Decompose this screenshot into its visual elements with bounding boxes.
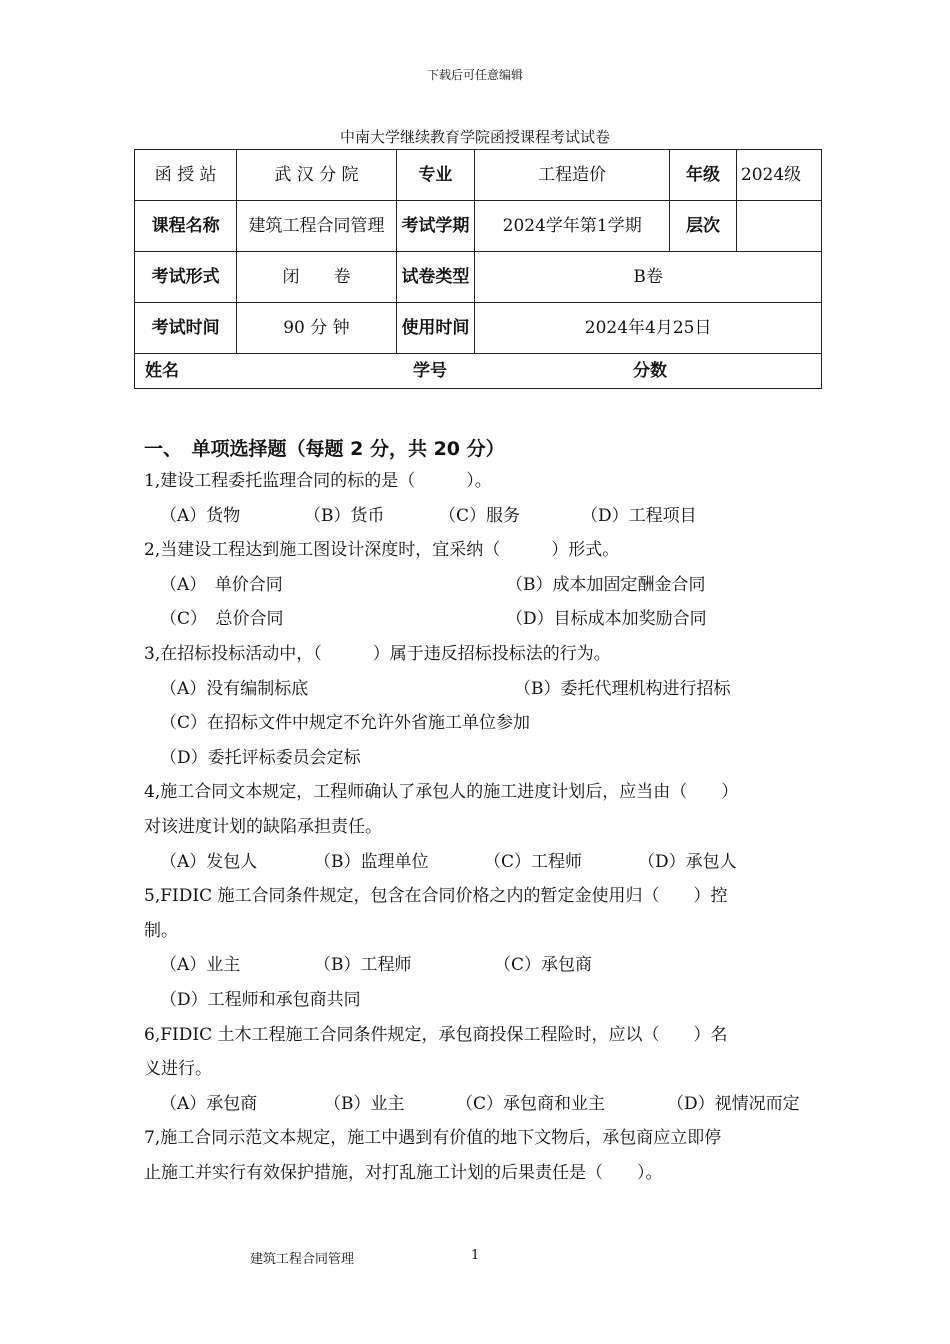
student-info-row — [135, 354, 822, 389]
question-1-options — [144, 499, 814, 534]
question-2-options-row1 — [144, 568, 814, 603]
question-6-options — [144, 1087, 814, 1122]
question-4-options — [144, 845, 814, 880]
question-5-stem-line2: 制。 — [144, 920, 178, 941]
grade-value: 2024级 — [736, 150, 821, 201]
q2-option-c: （C） 总价合同 — [160, 609, 284, 630]
q3-option-b: （B）委托代理机构进行招标 — [514, 678, 731, 699]
q3-option-c: （C）在招标文件中规定不允许外省施工单位参加 — [160, 713, 531, 734]
exam-content — [144, 434, 814, 1190]
q5-option-a: （A）业主 — [160, 955, 241, 976]
q3-option-a: （A）没有编制标底 — [160, 678, 309, 699]
q5-option-b: （B）工程师 — [314, 955, 412, 976]
q3-option-d: （D）委托评标委员会定标 — [160, 747, 361, 768]
q6-option-a: （A）承包商 — [160, 1093, 258, 1114]
exam-title: 中南大学继续教育学院函授课程考试试卷 — [339, 128, 610, 146]
question-1-stem: 1,建设工程委托监理合同的标的是（ ）。 — [144, 471, 492, 491]
q6-option-b: （B）业主 — [324, 1093, 405, 1114]
form-label: 考试形式 — [135, 252, 237, 303]
q2-option-b: （B）成本加固定酬金合同 — [506, 574, 706, 595]
section-title: 一、 单项选择题（每题 2 分，共 20 分） — [144, 438, 505, 460]
question-3-options-row2 — [144, 706, 814, 741]
q1-option-b: （B）货币 — [304, 505, 385, 526]
q4-option-b: （B）监理单位 — [314, 851, 429, 872]
level-value — [736, 201, 821, 252]
major-label: 专业 — [396, 150, 475, 201]
question-3-stem: 3,在招标投标活动中，（ ）属于违反招标投标法的行为。 — [144, 643, 611, 664]
header-note: 下载后可任意编辑 — [426, 68, 523, 82]
paper-type-value: B卷 — [475, 252, 822, 303]
question-6-stem-line1: 6,FIDIC 土木工程施工合同条件规定，承包商投保工程险时，应以（ ）名 — [144, 1024, 728, 1045]
question-4-stem-line1: 4,施工合同文本规定，工程师确认了承包人的施工进度计划后，应当由（ ） — [144, 782, 739, 803]
q5-option-c: （C）承包商 — [494, 955, 593, 976]
footer-page-number: 1 — [471, 1248, 480, 1263]
question-6-stem-line2: 义进行。 — [144, 1059, 212, 1080]
question-2-stem: 2,当建设工程达到施工图设计深度时，宜采纳（ ）形式。 — [144, 540, 620, 561]
use-time-value: 2024年4月25日 — [475, 303, 822, 354]
course-value: 建筑工程合同管理 — [237, 201, 396, 252]
q2-option-a: （A） 单价合同 — [160, 574, 283, 595]
q1-option-a: （A）货物 — [160, 505, 241, 526]
q4-option-d: （D）承包人 — [638, 851, 737, 872]
level-label: 层次 — [670, 201, 737, 252]
score-label: 分数 — [633, 361, 667, 381]
grade-label: 年级 — [670, 150, 737, 201]
use-time-label: 使用时间 — [396, 303, 475, 354]
q6-option-d: （D）视情况而定 — [667, 1093, 800, 1114]
course-label: 课程名称 — [135, 201, 237, 252]
form-value: 闭 卷 — [237, 252, 396, 303]
q2-option-d: （D）目标成本加奖励合同 — [506, 609, 707, 630]
paper-type-label: 试卷类型 — [396, 252, 475, 303]
q6-option-c: （C）承包商和业主 — [456, 1093, 606, 1114]
station-value: 武 汉 分 院 — [237, 150, 396, 201]
name-label: 姓名 — [145, 361, 179, 381]
major-value: 工程造价 — [475, 150, 670, 201]
question-4-stem-line2: 对该进度计划的缺陷承担责任。 — [144, 816, 382, 837]
question-5-options-row2 — [144, 983, 814, 1018]
q1-option-c: （C）服务 — [439, 505, 521, 526]
exam-info-table — [134, 149, 822, 389]
question-3-options-row3 — [144, 741, 814, 776]
q1-option-d: （D）工程项目 — [581, 505, 697, 526]
term-value: 2024学年第1学期 — [475, 201, 670, 252]
duration-value: 90 分 钟 — [237, 303, 396, 354]
question-5-stem-line1: 5,FIDIC 施工合同条件规定，包含在合同价格之内的暂定金使用归（ ）控 — [144, 886, 728, 907]
q4-option-a: （A）发包人 — [160, 851, 258, 872]
question-2-options-row2 — [144, 602, 814, 637]
duration-label: 考试时间 — [135, 303, 237, 354]
term-label: 考试学期 — [396, 201, 475, 252]
footer-course: 建筑工程合同管理 — [250, 1252, 355, 1267]
question-5-options-row1 — [144, 948, 814, 983]
station-label: 函 授 站 — [135, 150, 237, 201]
question-3-options-row1 — [144, 672, 814, 707]
question-7-stem-line2: 止施工并实行有效保护措施，对打乱施工计划的后果责任是（ ）。 — [144, 1162, 663, 1183]
q4-option-c: （C）工程师 — [484, 851, 583, 872]
student-id-label: 学号 — [413, 361, 447, 381]
question-7-stem-line1: 7,施工合同示范文本规定，施工中遇到有价值的地下文物后，承包商应立即停 — [144, 1128, 722, 1149]
q5-option-d: （D）工程师和承包商共同 — [160, 989, 361, 1010]
